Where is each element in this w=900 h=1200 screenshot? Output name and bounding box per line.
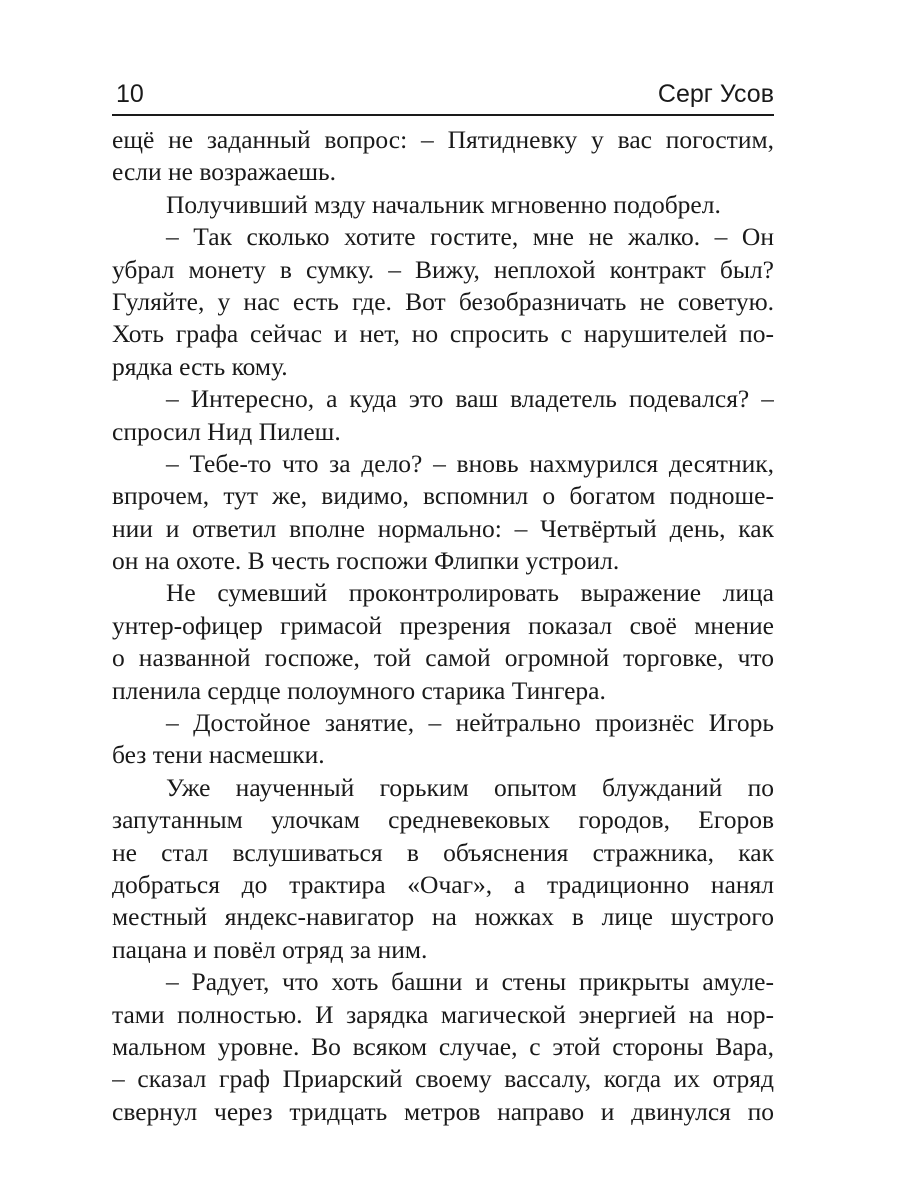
text-line: пацана и повёл отряд за ним.: [112, 934, 428, 964]
page-number: 10: [116, 80, 144, 108]
text-line: не стал вслушиваться в объяснения стражника, как: [112, 837, 774, 867]
text-line: впрочем, тут же, видимо, вспомнил о богатом подноше-: [112, 481, 774, 511]
body-text: [112, 124, 774, 1128]
text-line: местный яндекс-навигатор на ножках в лице шустрого: [112, 902, 774, 932]
text-line: Не сумевший проконтролировать выражение лица: [166, 578, 774, 608]
text-line: Гуляйте, у нас есть где. Вот безобразничать не советую.: [112, 286, 774, 316]
header-rule: [112, 114, 774, 116]
text-line: рядка есть кому.: [112, 351, 288, 381]
text-line: – Достойное занятие, – нейтрально произнёс Игорь: [166, 708, 774, 738]
text-line: о названной госпоже, той самой огромной торговке, что: [112, 643, 774, 673]
text-line: тами полностью. И зарядка магической энергией на нор-: [112, 999, 774, 1029]
running-head-author: Серг Усов: [657, 80, 774, 108]
text-line: мальном уровне. Во всяком случае, с этой стороны Вара,: [112, 1031, 774, 1061]
text-line: пленила сердце полоумного старика Тингера.: [112, 675, 606, 705]
text-line: ещё не заданный вопрос: – Пятидневку у вас погостим,: [112, 125, 774, 154]
text-line: унтер-офицер гримасой презрения показал своё мнение: [112, 610, 774, 640]
text-line: если не возражаешь.: [112, 157, 337, 187]
page-header: [112, 74, 774, 114]
text-line: без тени насмешки.: [112, 740, 325, 770]
text-line: – Тебе-то что за дело? – вновь нахмурился десятник,: [166, 448, 774, 478]
text-line: он на охоте. В честь госпожи Флипки устроил.: [112, 546, 620, 576]
text-line: – Радует, что хоть башни и стены прикрыты амуле-: [166, 967, 774, 997]
text-line: – Интересно, а куда это ваш владетель подевался? –: [166, 384, 774, 414]
text-line: – сказал граф Приарский своему вассалу, когда их отряд: [112, 1064, 774, 1094]
text-line: убрал монету в сумку. – Вижу, неплохой контракт был?: [112, 254, 774, 284]
text-line: свернул через тридцать метров направо и двинулся по: [112, 1096, 774, 1126]
text-line: Уже наученный горьким опытом блужданий по: [166, 772, 774, 802]
text-line: добраться до трактира «Очаг», а традиционно нанял: [112, 869, 774, 899]
text-line: Хоть графа сейчас и нет, но спросить с нарушителей по-: [112, 319, 774, 349]
text-line: запутанным улочкам средневековых городов, Егоров: [112, 805, 774, 835]
text-line: Получивший мзду начальник мгновенно подобрел.: [166, 189, 721, 219]
text-line: – Так сколько хотите гостите, мне не жалко. – Он: [166, 222, 774, 252]
text-line: спросил Нид Пилеш.: [112, 416, 341, 446]
text-line: нии и ответил вполне нормально: – Четвёртый день, как: [112, 513, 774, 543]
